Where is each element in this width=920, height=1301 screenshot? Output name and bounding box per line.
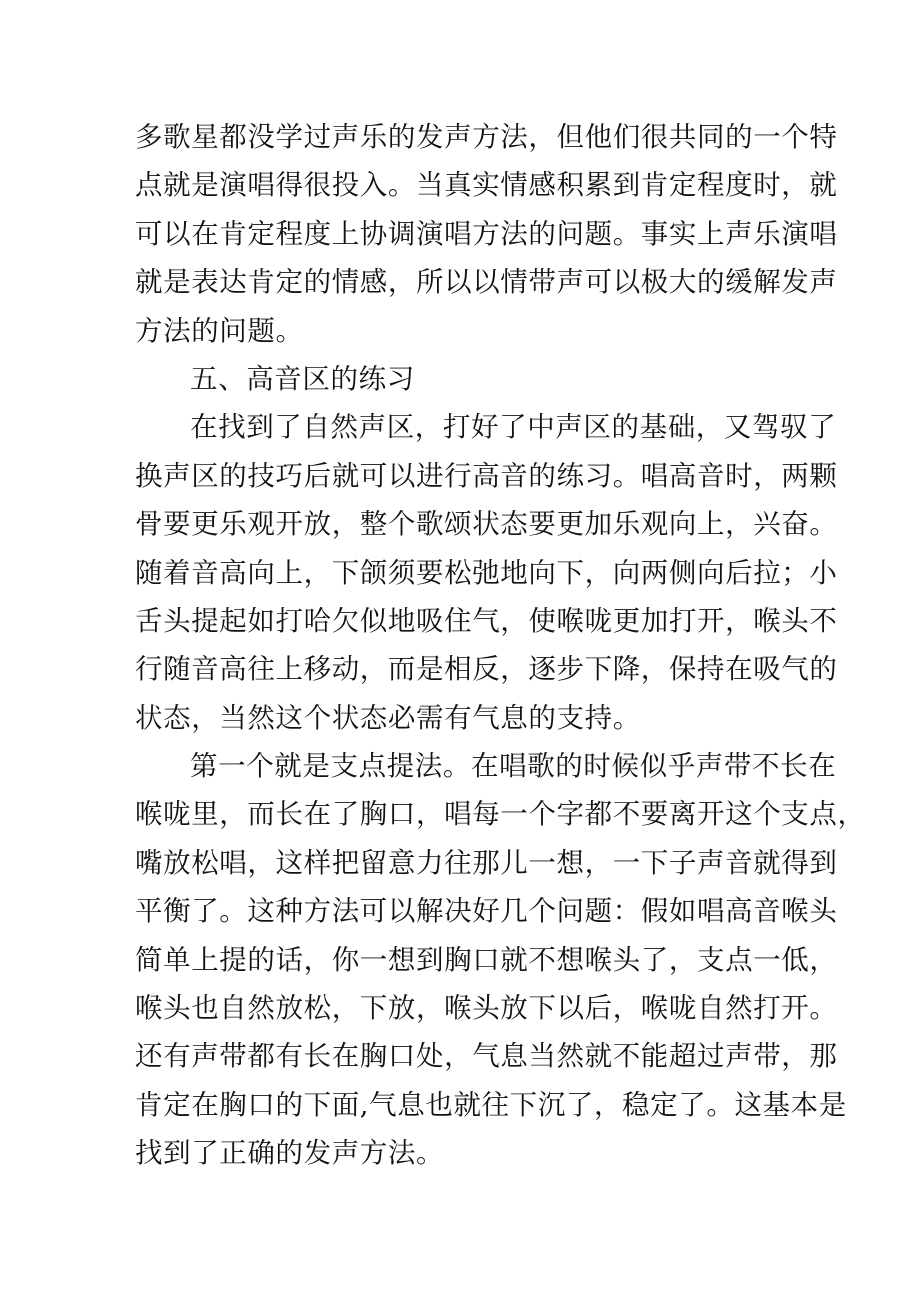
text-line: 状态，当然这个状态必需有气息的支持。 [135, 701, 641, 734]
section-heading: 五、高音区的练习 [190, 362, 415, 395]
text-line: 方法的问题。 [135, 314, 304, 347]
text-line: 就是表达肯定的情感，所以以情带声可以极大的缓解发声 [135, 266, 838, 299]
text-line: 肯定在胸口的下面,气息也就往下沉了，稳定了。这基本是 [135, 1088, 847, 1121]
text-line: 点就是演唱得很投入。当真实情感积累到肯定程度时，就 [135, 169, 838, 202]
text-line: 换声区的技巧后就可以进行高音的练习。唱高音时，两颗 [135, 459, 838, 492]
text-line: 嘴放松唱，这样把留意力往那儿一想，一下子声音就得到 [135, 846, 838, 879]
text-line: 找到了正确的发声方法。 [135, 1137, 445, 1170]
text-line: 简单上提的话，你一想到胸口就不想喉头了，支点一低， [135, 943, 838, 976]
text-line: 在找到了自然声区，打好了中声区的基础，又驾驭了 [190, 411, 837, 444]
text-line: 还有声带都有长在胸口处，气息当然就不能超过声带，那 [135, 1040, 838, 1073]
text-line: 随着音高向上，下颌须要松弛地向下，向两侧向后拉；小 [135, 556, 838, 589]
text-line: 喉头也自然放松，下放，喉头放下以后，喉咙自然打开。 [135, 992, 838, 1025]
text-line: 舌头提起如打哈欠似地吸住气，使喉咙更加打开，喉头不 [135, 604, 838, 637]
text-line: 第一个就是支点提法。在唱歌的时候似乎声带不长在 [190, 750, 837, 783]
text-line: 骨要更乐观开放，整个歌颂状态要更加乐观向上，兴奋。 [135, 508, 838, 541]
text-line: 行随音高往上移动，而是相反，逐步下降，保持在吸气的 [135, 653, 838, 686]
text-line: 平衡了。这种方法可以解决好几个问题：假如唱高音喉头 [135, 895, 838, 928]
body-text [135, 113, 866, 1178]
text-line: 可以在肯定程度上协调演唱方法的问题。事实上声乐演唱 [135, 217, 838, 250]
text-line: 喉咙里，而长在了胸口，唱每一个字都不要离开这个支点， [135, 798, 866, 831]
text-line: 多歌星都没学过声乐的发声方法，但他们很共同的一个特 [135, 121, 838, 153]
